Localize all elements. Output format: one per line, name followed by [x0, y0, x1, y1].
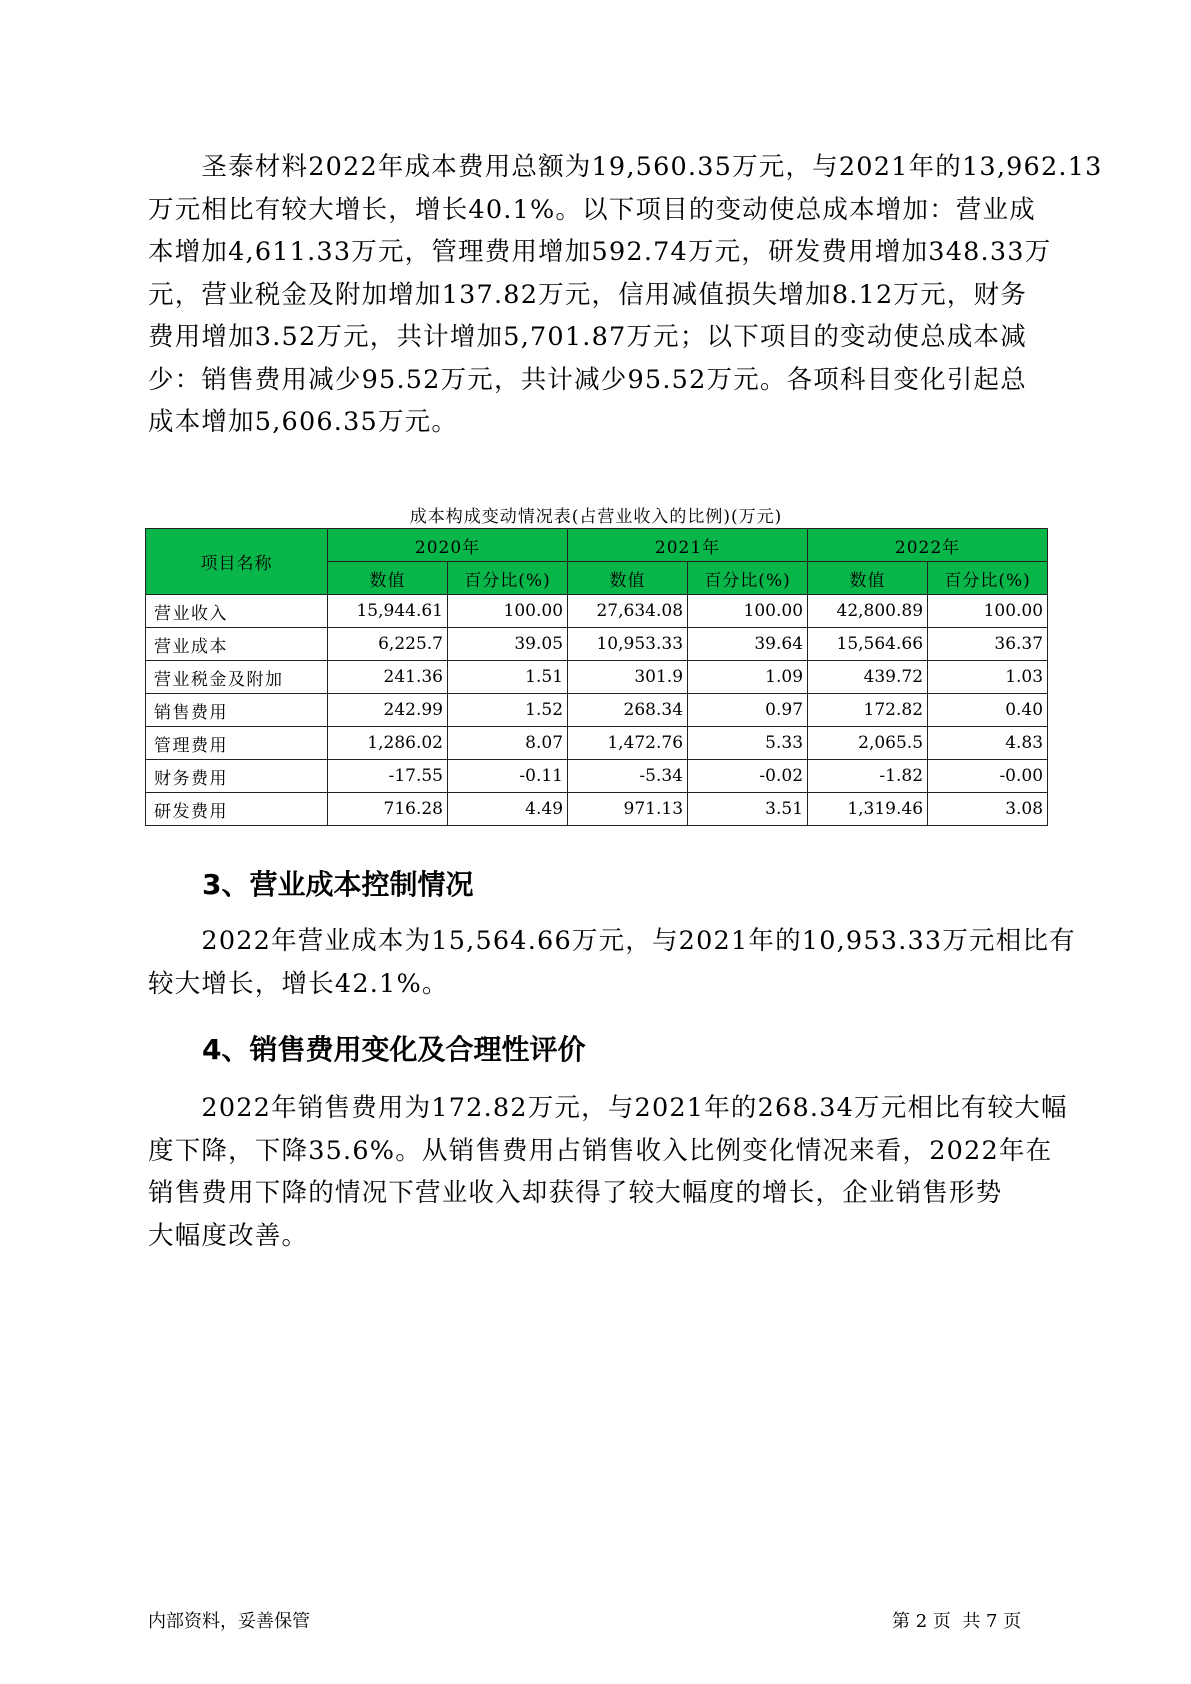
- paragraph-line: 度下降，下降35.6%。从销售费用占销售收入比例变化情况来看，2022年在: [148, 1135, 1053, 1166]
- table-row: [146, 661, 1048, 694]
- row-label: 财务费用: [146, 760, 328, 793]
- header-year: 2022年: [808, 529, 1048, 562]
- table-cell: 36.37: [928, 628, 1048, 661]
- table-cell: 100.00: [688, 595, 808, 628]
- page-number: 第 2 页 共 7 页: [892, 1611, 1022, 1632]
- row-label: 营业成本: [146, 628, 328, 661]
- table-cell: 6,225.7: [328, 628, 448, 661]
- cost-composition-table: [145, 528, 1048, 826]
- row-label: 销售费用: [146, 694, 328, 727]
- table-cell: 15,564.66: [808, 628, 928, 661]
- paragraph-line: 销售费用下降的情况下营业收入却获得了较大幅度的增长，企业销售形势: [148, 1178, 1003, 1208]
- paragraph-line: 本增加4,611.33万元，管理费用增加592.74万元，研发费用增加348.33万: [148, 237, 1052, 267]
- header-year: 2020年: [328, 529, 568, 562]
- table-row: [146, 628, 1048, 661]
- section4-paragraph: [148, 1087, 1068, 1257]
- header-year: 2021年: [568, 529, 808, 562]
- table-cell: 0.97: [688, 694, 808, 727]
- table-row: [146, 760, 1048, 793]
- table-cell: 1.52: [448, 694, 568, 727]
- table-cell: 172.82: [808, 694, 928, 727]
- table-cell: 100.00: [928, 595, 1048, 628]
- table-cell: -1.82: [808, 760, 928, 793]
- table-cell: 242.99: [328, 694, 448, 727]
- row-label: 管理费用: [146, 727, 328, 760]
- table-cell: 3.08: [928, 793, 1048, 826]
- table-cell: 8.07: [448, 727, 568, 760]
- header-percent: 百分比(%): [688, 562, 808, 595]
- row-label: 营业收入: [146, 595, 328, 628]
- paragraph-line: 少：销售费用减少95.52万元，共计减少95.52万元。各项科目变化引起总: [148, 364, 1027, 395]
- table-cell: 0.40: [928, 694, 1048, 727]
- header-percent: 百分比(%): [448, 562, 568, 595]
- table-cell: -17.55: [328, 760, 448, 793]
- table-cell: 100.00: [448, 595, 568, 628]
- row-label: 营业税金及附加: [146, 661, 328, 694]
- table-cell: 2,065.5: [808, 727, 928, 760]
- table-caption: 成本构成变动情况表(占营业收入的比例)(万元): [409, 507, 783, 527]
- table-cell: 439.72: [808, 661, 928, 694]
- table-cell: 301.9: [568, 661, 688, 694]
- table-cell: 39.05: [448, 628, 568, 661]
- table-cell: 1,472.76: [568, 727, 688, 760]
- table-cell: 716.28: [328, 793, 448, 826]
- table-cell: 3.51: [688, 793, 808, 826]
- paragraph-line: 圣泰材料2022年成本费用总额为19,560.35万元，与2021年的13,962.13: [148, 152, 1103, 182]
- table-cell: 10,953.33: [568, 628, 688, 661]
- table-row: [146, 793, 1048, 826]
- paragraph-line: 大幅度改善。: [148, 1220, 309, 1251]
- header-value: 数值: [808, 562, 928, 595]
- row-label: 研发费用: [146, 793, 328, 826]
- table-cell: 39.64: [688, 628, 808, 661]
- paragraph-line: 费用增加3.52万元，共计增加5,701.87万元；以下项目的变动使总成本减: [148, 322, 1027, 352]
- table-row: [146, 727, 1048, 760]
- header-value: 数值: [568, 562, 688, 595]
- paragraph-line: 万元相比有较大增长，增长40.1%。以下项目的变动使总成本增加：营业成: [148, 194, 1037, 225]
- table-cell: 1,286.02: [328, 727, 448, 760]
- table-cell: 1,319.46: [808, 793, 928, 826]
- section3-paragraph: [148, 920, 1076, 1005]
- header-value: 数值: [328, 562, 448, 595]
- table-cell: 15,944.61: [328, 595, 448, 628]
- table-cell: 4.83: [928, 727, 1048, 760]
- table-cell: 42,800.89: [808, 595, 928, 628]
- table-cell: 1.51: [448, 661, 568, 694]
- table-cell: -0.11: [448, 760, 568, 793]
- table-cell: 1.03: [928, 661, 1048, 694]
- table-cell: 971.13: [568, 793, 688, 826]
- table-cell: 268.34: [568, 694, 688, 727]
- paragraph-line: 元，营业税金及附加增加137.82万元，信用减值损失增加8.12万元，财务: [148, 279, 1027, 310]
- header-percent: 百分比(%): [928, 562, 1048, 595]
- intro-paragraph: [148, 146, 1103, 444]
- table-cell: 27,634.08: [568, 595, 688, 628]
- footer-confidential-note: 内部资料，妥善保管: [148, 1611, 310, 1632]
- table-row: [146, 595, 1048, 628]
- table-cell: 5.33: [688, 727, 808, 760]
- table-cell: -0.02: [688, 760, 808, 793]
- table-cell: -0.00: [928, 760, 1048, 793]
- section-heading: 3、营业成本控制情况: [202, 868, 474, 901]
- paragraph-line: 2022年营业成本为15,564.66万元，与2021年的10,953.33万元相比有: [148, 926, 1076, 956]
- table-row: [146, 694, 1048, 727]
- table-cell: 4.49: [448, 793, 568, 826]
- paragraph-line: 成本增加5,606.35万元。: [148, 407, 459, 437]
- table-cell: 1.09: [688, 661, 808, 694]
- header-item-name: 项目名称: [146, 529, 328, 595]
- paragraph-line: 较大增长，增长42.1%。: [148, 968, 449, 999]
- paragraph-line: 2022年销售费用为172.82万元，与2021年的268.34万元相比有较大幅: [148, 1093, 1068, 1123]
- section-heading: 4、销售费用变化及合理性评价: [202, 1033, 586, 1066]
- table-cell: 241.36: [328, 661, 448, 694]
- table-cell: -5.34: [568, 760, 688, 793]
